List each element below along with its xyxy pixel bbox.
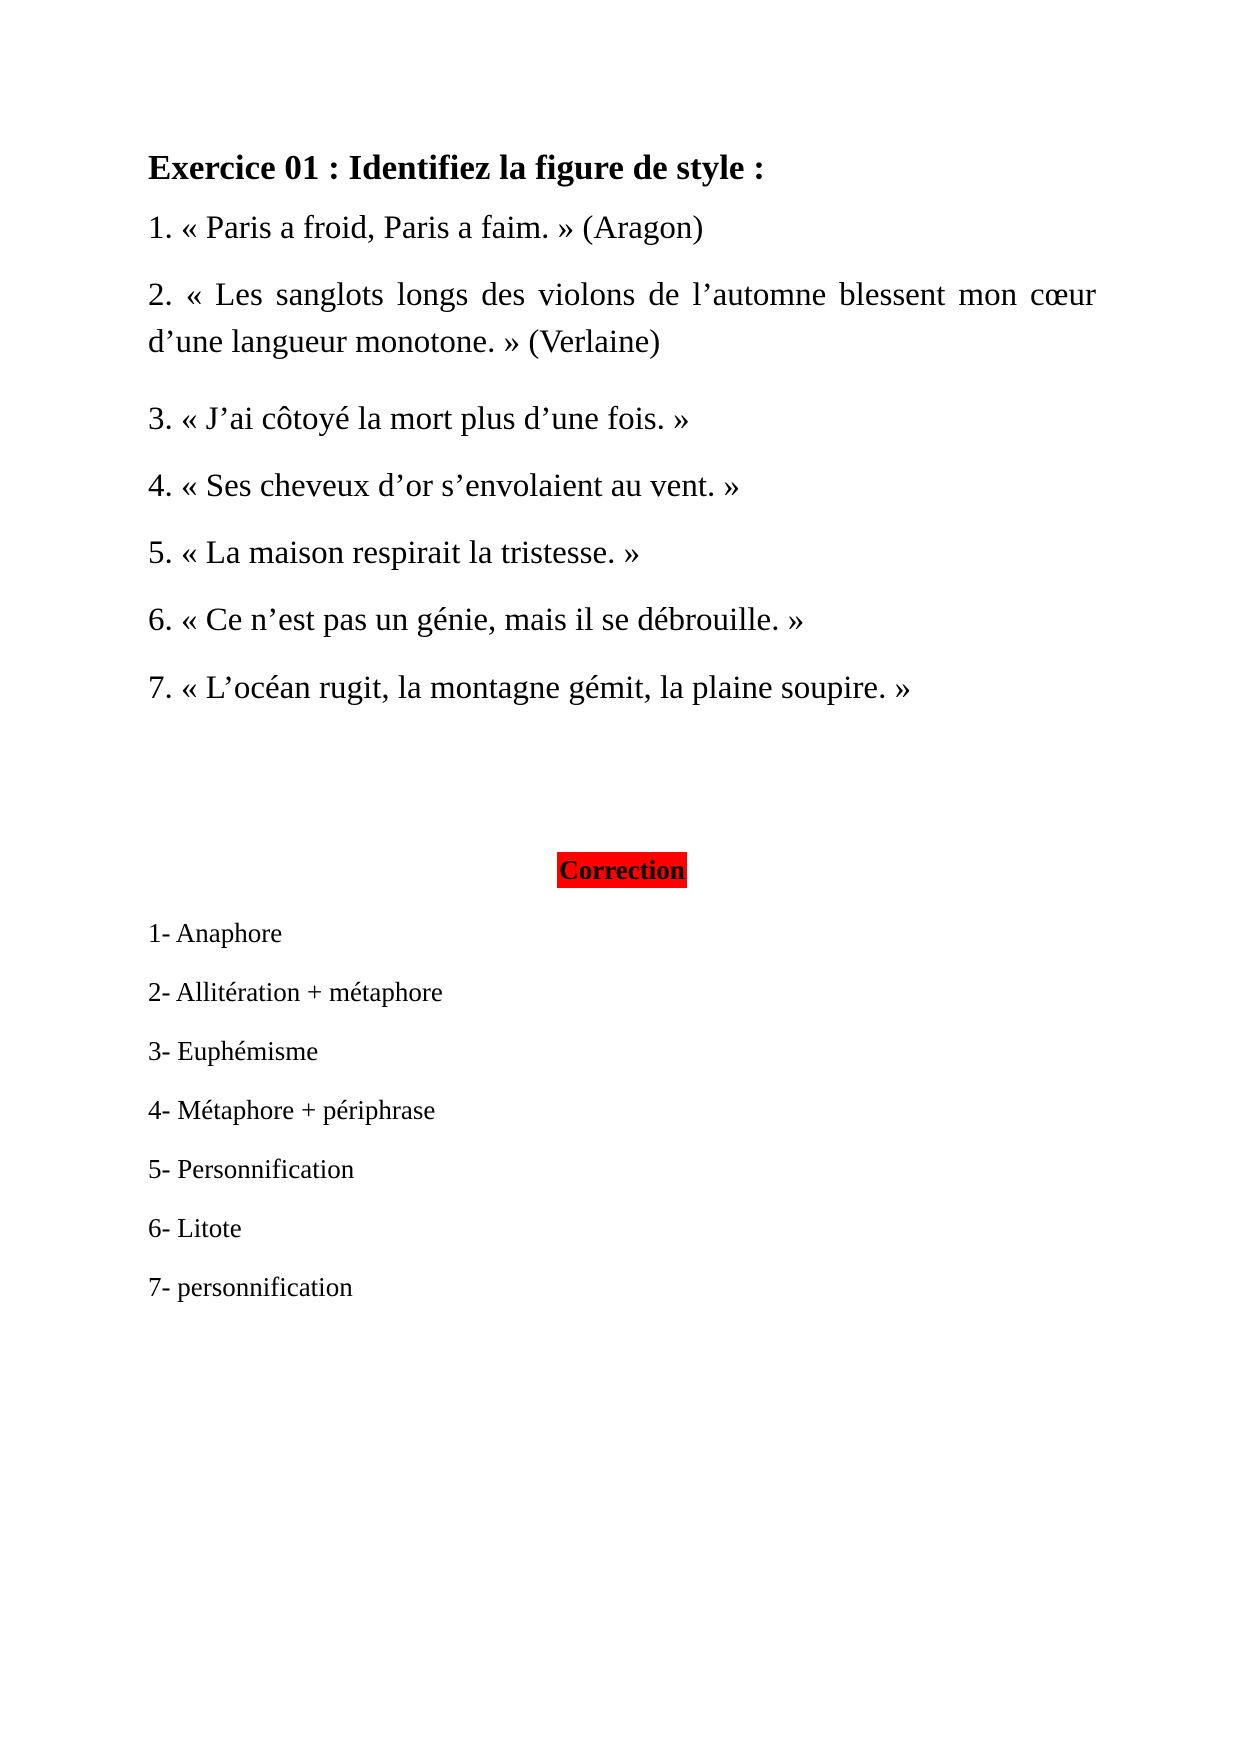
- answer-5: 5- Personnification: [148, 1154, 355, 1184]
- question-5: 5. « La maison respirait la tristesse. »: [148, 535, 641, 571]
- answer-7: 7- personnification: [148, 1272, 353, 1302]
- question-2: 2. « Les sanglots longs des violons de l’automne blessent mon cœur d’une langueur monotone. » (Verlaine): [148, 277, 1096, 360]
- question-7: 7. « L’océan rugit, la montagne gémit, la plaine soupire. »: [148, 670, 912, 706]
- answer-6: 6- Litote: [148, 1213, 242, 1243]
- answer-2: 2- Allitération + métaphore: [148, 977, 443, 1007]
- answer-1: 1- Anaphore: [148, 918, 283, 948]
- answer-4: 4- Métaphore + périphrase: [148, 1095, 436, 1125]
- exercise-title: Exercice 01 : Identifiez la figure de style :: [148, 148, 765, 187]
- question-1: 1. « Paris a froid, Paris a faim. » (Aragon): [148, 210, 704, 246]
- correction-heading-wrap: [148, 852, 1096, 888]
- question-3: 3. « J’ai côtoyé la mort plus d’une fois. »: [148, 401, 690, 437]
- question-6: 6. « Ce n’est pas un génie, mais il se débrouille. »: [148, 602, 805, 638]
- answer-3: 3- Euphémisme: [148, 1036, 319, 1066]
- question-4: 4. « Ses cheveux d’or s’envolaient au vent. »: [148, 468, 741, 504]
- correction-heading: Correction: [557, 852, 686, 888]
